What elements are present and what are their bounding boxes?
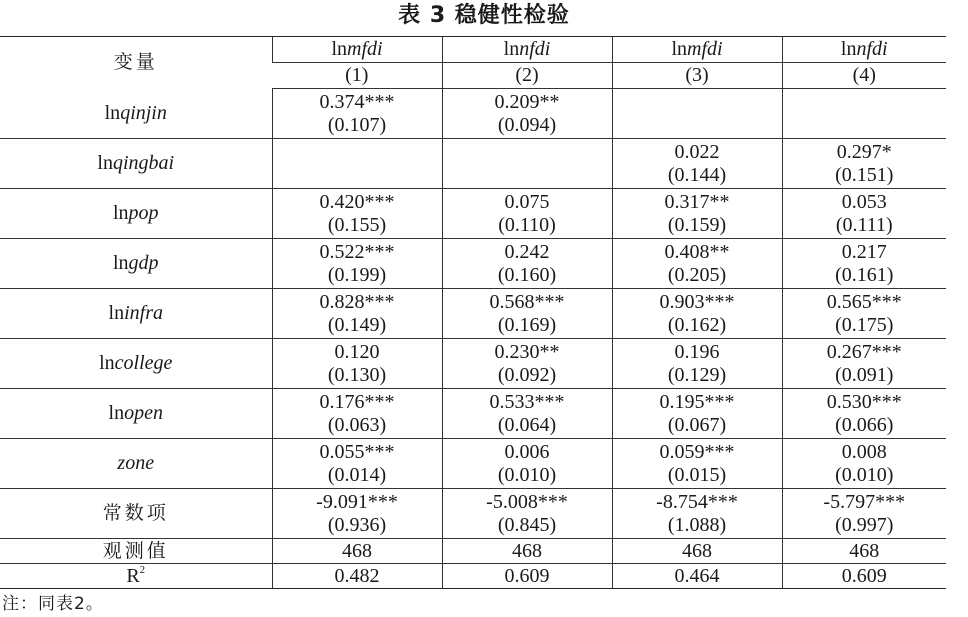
column-number: (2): [442, 63, 612, 89]
table-row: [0, 489, 946, 539]
table-row: [0, 439, 946, 489]
coefficient: 0.533***: [489, 390, 565, 413]
stat-value: 0.464: [612, 564, 782, 589]
coefficient-cell: [442, 89, 612, 139]
coefficient: 0.530***: [826, 390, 902, 413]
standard-error: (0.162): [667, 313, 727, 336]
coefficient-cell: [272, 139, 442, 189]
coefficient: 0.217: [841, 240, 887, 263]
coefficient-cell: [272, 489, 442, 539]
standard-error: (0.845): [497, 513, 557, 536]
standard-error: (0.149): [327, 313, 387, 336]
coefficient: 0.297*: [836, 140, 892, 163]
coefficient-cell: [782, 89, 946, 139]
column-number: (1): [272, 63, 442, 89]
coefficient-cell: [442, 439, 612, 489]
coefficient: 0.230**: [494, 340, 560, 363]
variable-name: lncollege: [0, 339, 272, 389]
coefficient: 0.242: [504, 240, 550, 263]
coefficient: 0.317**: [664, 190, 730, 213]
variable-name: lnqingbai: [0, 139, 272, 189]
coefficient-cell: [442, 239, 612, 289]
coefficient-cell: [782, 489, 946, 539]
coefficient: -8.754***: [656, 490, 738, 513]
coefficient: 0.053: [841, 190, 887, 213]
coefficient-cell: [612, 189, 782, 239]
standard-error: (0.169): [497, 313, 557, 336]
dep-var-header: lnmfdi: [272, 37, 442, 63]
coefficient: 0.374***: [319, 90, 395, 113]
standard-error: (0.014): [327, 463, 387, 486]
standard-error: (0.205): [667, 263, 727, 286]
standard-error: (0.111): [835, 213, 893, 236]
coefficient-cell: [612, 139, 782, 189]
coefficient-cell: [272, 289, 442, 339]
coefficient: 0.267***: [826, 340, 902, 363]
table-row: [0, 239, 946, 289]
coefficient-cell: [612, 239, 782, 289]
coefficient-cell: [782, 389, 946, 439]
coefficient: 0.828***: [319, 290, 395, 313]
standard-error: (0.067): [667, 413, 727, 436]
coefficient: 0.059***: [659, 440, 735, 463]
coefficient: 0.075: [504, 190, 550, 213]
standard-error: (0.151): [835, 163, 894, 186]
coefficient: -9.091***: [316, 490, 398, 513]
coefficient-cell: [612, 489, 782, 539]
coefficient-cell: [272, 239, 442, 289]
standard-error: (0.010): [497, 463, 557, 486]
coefficient: 0.055***: [319, 440, 395, 463]
coefficient-cell: [272, 189, 442, 239]
table-row: [0, 389, 946, 439]
variable-name: lnopen: [0, 389, 272, 439]
stat-value: 468: [272, 539, 442, 564]
standard-error: (0.936): [327, 513, 387, 536]
standard-error: (0.107): [327, 113, 387, 136]
coefficient-cell: [442, 289, 612, 339]
variable-header: 变量: [113, 51, 158, 74]
coefficient-cell: [442, 339, 612, 389]
standard-error: (0.094): [497, 113, 557, 136]
coefficient: 0.196: [674, 340, 720, 363]
variable-name: lnqinjin: [0, 89, 272, 139]
coefficient: 0.195***: [659, 390, 735, 413]
standard-error: (0.129): [667, 363, 727, 386]
coefficient-cell: [782, 139, 946, 189]
coefficient: 0.408**: [664, 240, 730, 263]
coefficient: 0.568***: [489, 290, 565, 313]
standard-error: (0.161): [835, 263, 894, 286]
table-row: [0, 339, 946, 389]
coefficient-cell: [442, 139, 612, 189]
coefficient: 0.006: [504, 440, 550, 463]
coefficient-cell: [272, 389, 442, 439]
coefficient: 0.008: [841, 440, 887, 463]
variable-name: zone: [0, 439, 272, 489]
coefficient-cell: [612, 289, 782, 339]
coefficient-cell: [612, 339, 782, 389]
table-row: [0, 139, 946, 189]
stat-value: 0.482: [272, 564, 442, 589]
stat-row: [0, 539, 946, 564]
stat-value: 468: [782, 539, 946, 564]
standard-error: (0.063): [327, 413, 387, 436]
table-row: [0, 89, 946, 139]
table-row: [0, 189, 946, 239]
standard-error: (1.088): [667, 513, 727, 536]
coefficient-cell: [442, 389, 612, 439]
coefficient-cell: [272, 339, 442, 389]
coefficient-cell: [612, 389, 782, 439]
standard-error: (0.175): [835, 313, 894, 336]
stat-value: 468: [442, 539, 612, 564]
variable-name: lninfra: [0, 289, 272, 339]
stat-label: 观测值: [0, 539, 272, 564]
header-row-dependent: [0, 37, 946, 63]
coefficient: 0.522***: [319, 240, 395, 263]
coefficient: -5.008***: [486, 490, 568, 513]
coefficient: 0.176***: [319, 390, 395, 413]
standard-error: (0.066): [835, 413, 894, 436]
coefficient: 0.420***: [319, 190, 395, 213]
coefficient-cell: [272, 89, 442, 139]
coefficient: 0.565***: [826, 290, 902, 313]
standard-error: (0.144): [667, 163, 727, 186]
coefficient-cell: [442, 489, 612, 539]
variable-name: lngdp: [0, 239, 272, 289]
column-number: (4): [782, 63, 946, 89]
coefficient: 0.903***: [659, 290, 735, 313]
table-note: 注：同表2。: [2, 594, 104, 614]
coefficient-cell: [782, 439, 946, 489]
standard-error: (0.010): [835, 463, 894, 486]
standard-error: (0.159): [667, 213, 727, 236]
standard-error: (0.155): [327, 213, 387, 236]
coefficient: 0.120: [334, 340, 380, 363]
standard-error: (0.015): [667, 463, 727, 486]
coefficient-cell: [782, 289, 946, 339]
dep-var-header: lnmfdi: [612, 37, 782, 63]
robustness-table: [0, 36, 946, 589]
stat-row: [0, 564, 946, 589]
coefficient-cell: [272, 439, 442, 489]
stat-value: 0.609: [442, 564, 612, 589]
standard-error: (0.110): [498, 213, 556, 236]
coefficient: -5.797***: [823, 490, 906, 513]
standard-error: (0.064): [497, 413, 557, 436]
coefficient: 0.209**: [494, 90, 560, 113]
stat-value: 0.609: [782, 564, 946, 589]
standard-error: (0.091): [835, 363, 894, 386]
dep-var-header: lnnfdi: [442, 37, 612, 63]
standard-error: (0.160): [497, 263, 557, 286]
standard-error: (0.997): [835, 513, 894, 536]
coefficient-cell: [442, 189, 612, 239]
standard-error: (0.199): [327, 263, 387, 286]
coefficient: 0.022: [674, 140, 720, 163]
stat-value: 468: [612, 539, 782, 564]
table-title: 表 3 稳健性检验: [398, 3, 570, 28]
coefficient-cell: [612, 439, 782, 489]
coefficient-cell: [782, 189, 946, 239]
column-number: (3): [612, 63, 782, 89]
standard-error: (0.092): [497, 363, 557, 386]
variable-name: lnpop: [0, 189, 272, 239]
standard-error: (0.130): [327, 363, 387, 386]
dep-var-header: lnnfdi: [782, 37, 946, 63]
coefficient-cell: [612, 89, 782, 139]
variable-name: 常数项: [0, 489, 272, 539]
stat-label: $R^2$: [126, 563, 146, 587]
coefficient-cell: [782, 239, 946, 289]
coefficient-cell: [782, 339, 946, 389]
table-row: [0, 289, 946, 339]
